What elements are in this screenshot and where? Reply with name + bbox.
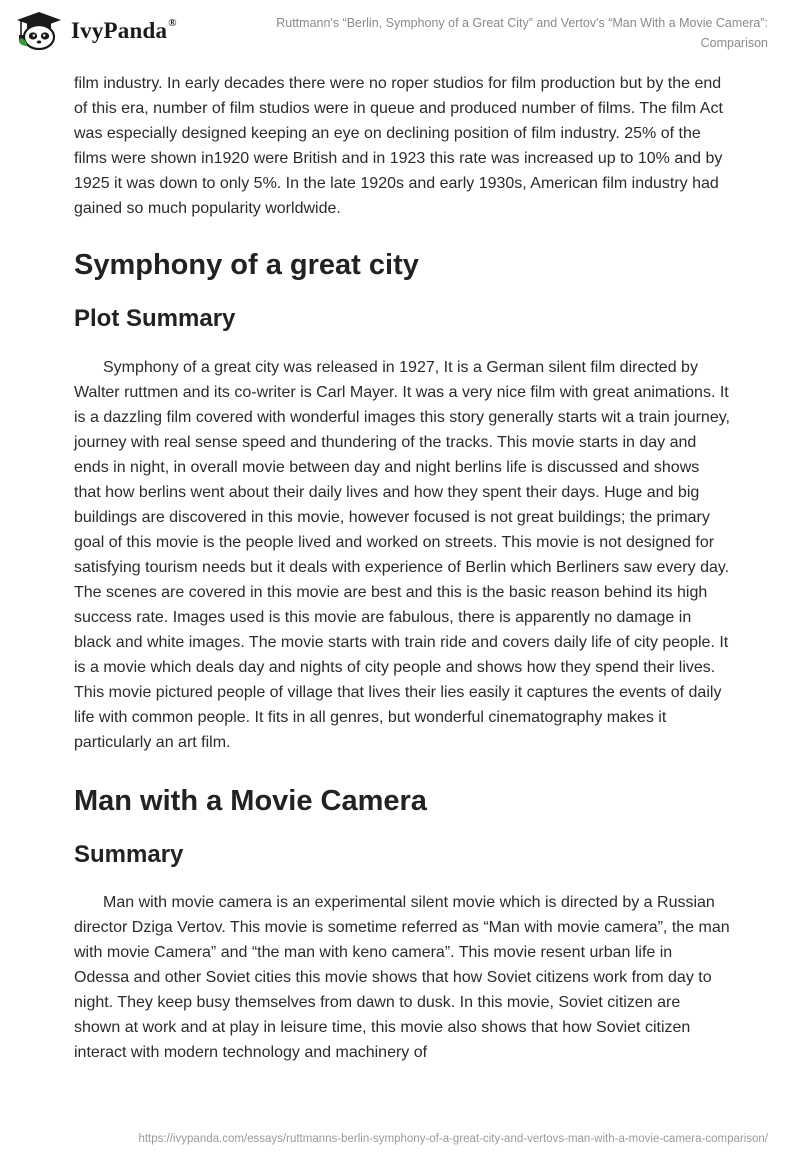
ivypanda-logo[interactable]: [13, 10, 177, 50]
logo-name: IvyPanda: [71, 17, 168, 43]
section-heading-symphony: Symphony of a great city: [74, 249, 419, 281]
plot-summary-paragraph: Symphony of a great city was released in 1927, It is a German silent film directed by Walter ruttmen and its co-writer is Carl Mayer. It was a very nice film with great animations. It is a dazzling film covered with wonderful images this story generally starts wit a train journey, journey with real sense speed and thundering of the tracks. This movie starts in day and ends in night, in overall movie between day and night berlins life is discussed and shows that how berlins went about their daily lives and how they spent their days. Huge and big buildings are discovered in this movie, however focused is not great buildings; the primary goal of this movie is the people lived and worked on streets. This movie is not designed for satisfying tourism needs but it deals with experience of Berlin which Berliners saw every day. The scenes are covered in this movie are best and this is the basic reason behind its high success rate. Images used is this movie are fabulous, there is apparently no damage in black and white images. The movie starts with train ride and covers daily life of city people. It is a movie which deals day and nights of city people and shows how they spend their lives. This movie pictured people of village that lives their lies easily it captures the events of daily life with common people. It fits in all genres, but wonderful cinematography makes it particularly an art film.: [74, 359, 730, 751]
panda-graduate-icon: [13, 10, 65, 50]
document-title: Ruttmann's “Berlin, Symphony of a Great City” and Vertov's “Man With a Movie Camera”: Comparison: [276, 16, 768, 50]
subheading-summary: Summary: [74, 841, 184, 868]
summary-paragraph: Man with movie camera is an experimental silent movie which is directed by a Russian director Dziga Vertov. This movie is sometime referred as “Man with movie camera”, the man with movie Camera” and “the man with keno camera”. This movie resent urban life in Odessa and other Soviet cities this movie shows that how Soviet citizens work from day to night. They keep busy themselves from dawn to dusk. In this movie, Soviet citizen are shown at work and at play in leisure time, this movie also shows that how Soviet citizen interact with modern technology and machinery of: [74, 894, 730, 1061]
footer-url-link[interactable]: https://ivypanda.com/essays/ruttmanns-berlin-symphony-of-a-great-city-and-vertovs-man-with-a-movie-camera-comparison/: [138, 1133, 768, 1145]
intro-paragraph: film industry. In early decades there were no roper studios for film production but by the end of this era, number of film studios were in queue and produced number of films. The film Act was especially designed keeping an eye on declining position of film industry. 25% of the films were shown in1920 were British and in 1923 this rate was increased up to 10% and by 1925 it was down to only 5%. In the late 1920s and early 1930s, American film industry had gained so much popularity worldwide.: [74, 75, 723, 217]
subheading-plot-summary: Plot Summary: [74, 305, 236, 332]
page-header: [0, 0, 800, 62]
logo-wordmark: [71, 17, 177, 44]
essay-content: [74, 71, 730, 1065]
logo-registered-mark: ®: [168, 16, 177, 29]
section-heading-man-with-movie-camera: Man with a Movie Camera: [74, 785, 427, 817]
